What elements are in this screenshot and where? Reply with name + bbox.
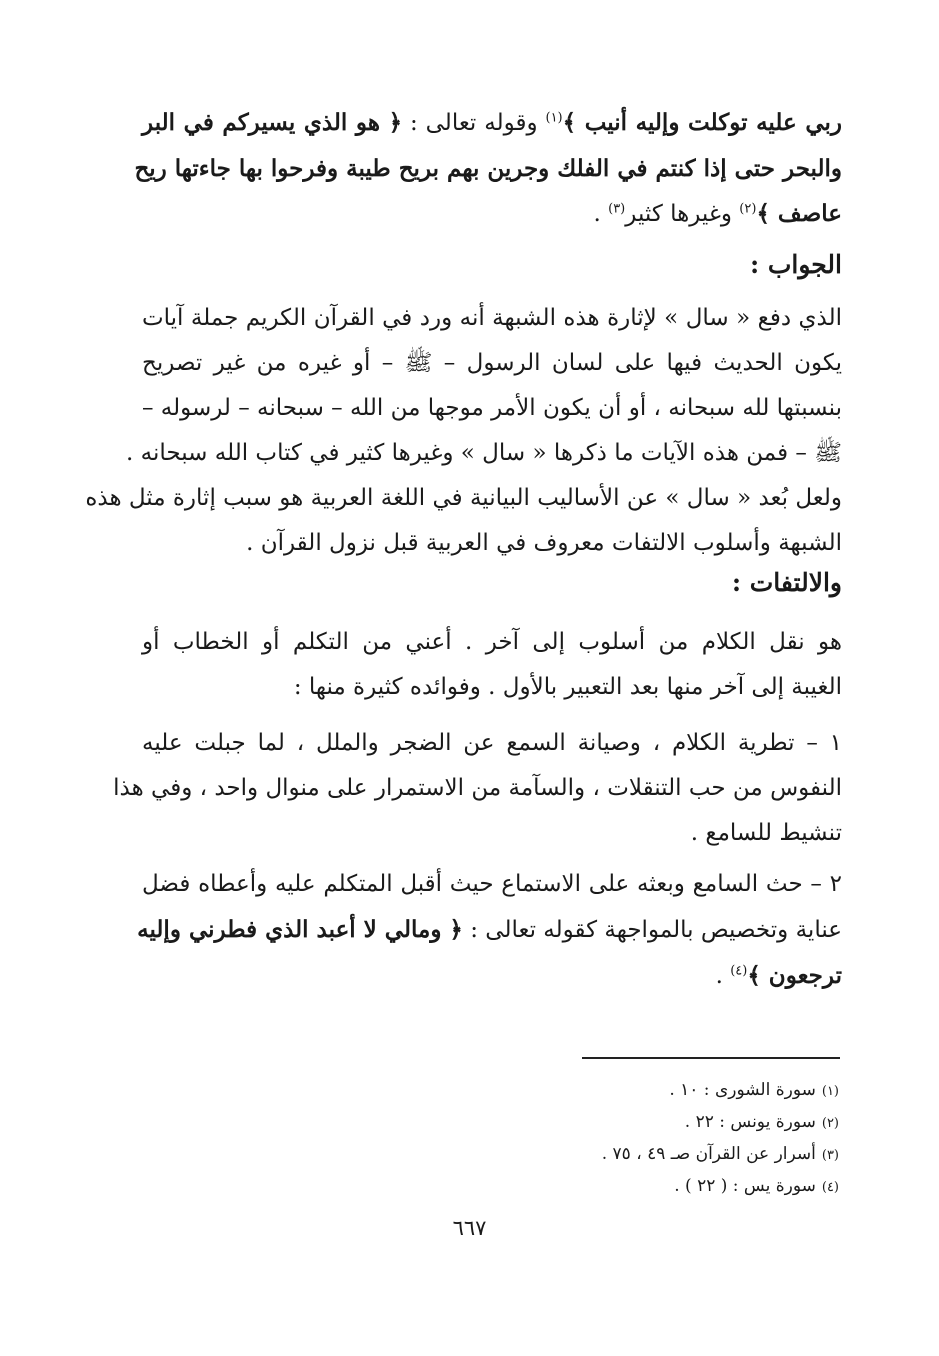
point-1-line: النفوس من حب التنقلات ، والسآمة من الاستمرار على منوال واحد ، وفي هذا: [113, 775, 842, 801]
footnote-text: سورة يس : ( ٢٢ ) .: [674, 1176, 816, 1196]
iltifat-line: هو نقل الكلام من أسلوب إلى آخر . أعني من التكلم أو الخطاب أو: [142, 629, 842, 655]
footnote-text: أسرار عن القرآن صـ ٤٩ ، ٧٥ .: [601, 1144, 816, 1164]
quran-quote-end: عاصف ﴾: [756, 200, 842, 227]
point-1-paragraph: [113, 721, 842, 856]
answer-line: الشبهة وأسلوب الالتفات معروف في العربية قبل نزول القرآن .: [246, 530, 842, 556]
heading-iltifat: والالتفات :: [731, 568, 842, 597]
quran-quote-start: ﴿ ومالي لا أعبد الذي فطرني وإليه: [137, 916, 463, 943]
page-number: ٦٦٧: [452, 1216, 487, 1240]
answer-line: الذي دفع « سال » لإثارة هذه الشبهة أنه ورد في القرآن الكريم جملة آيات: [142, 305, 842, 331]
quran-quote-fragment: ربي عليه توكلت وإليه أنيب ﴾: [562, 109, 842, 136]
heading-answer: الجواب :: [749, 250, 842, 279]
footnote-item: [602, 1171, 839, 1203]
footnote-number: (٤): [821, 1180, 839, 1195]
footnote-ref-3: (٣): [608, 201, 626, 217]
footnote-ref-2: (٢): [739, 201, 757, 217]
answer-line: ولعل بُعد « سال » عن الأساليب البيانية في اللغة العربية هو سبب إثارة مثل هذه: [85, 485, 842, 511]
intro-paragraph: [134, 100, 842, 237]
footnote-text: سورة يونس : ٢٢ .: [684, 1112, 816, 1132]
quran-quote-end: ترجعون ﴾: [747, 962, 842, 989]
period: .: [715, 963, 731, 989]
footnote-item: [602, 1075, 839, 1107]
point-2-paragraph: [137, 862, 842, 999]
intro-line-1: [142, 100, 842, 146]
footnote-number: (١): [821, 1084, 839, 1099]
footnote-item: [602, 1107, 839, 1139]
footnote-divider: [582, 1057, 840, 1059]
point-1-line: تنشيط للسامع .: [690, 820, 842, 846]
footnotes: [602, 1075, 839, 1203]
answer-line: بنسبتها لله سبحانه ، أو أن يكون الأمر موجها من الله – سبحانه – لرسوله –: [141, 395, 842, 421]
point-2-line-2: [137, 907, 842, 953]
answer-line: ﷺ – فمن هذه الآيات ما ذكرها « سال » وغيرها كثير في كتاب الله سبحانه .: [126, 440, 842, 466]
period: .: [593, 201, 609, 227]
point-2-line-1: ٢ – حث السامع وبعثه على الاستماع حيث أقبل المتكلم عليه وأعطاه فضل: [142, 871, 842, 897]
quran-quote-start: ﴿ هو الذي يسيركم في البر: [142, 109, 403, 136]
iltifat-paragraph: [142, 620, 842, 710]
footnote-number: (٣): [821, 1148, 839, 1163]
intro-line-3: [142, 191, 842, 237]
footnote-ref-4: (٤): [730, 963, 748, 979]
intro-line-2: والبحر حتى إذا كنتم في الفلك وجرين بهم بريح طيبة وفرحوا بها جاءتها ريح: [134, 155, 842, 182]
footnote-item: [602, 1139, 839, 1171]
iltifat-line: الغيبة إلى آخر منها بعد التعبير بالأول . وفوائده كثيرة منها :: [293, 674, 842, 700]
point-1-line: ١ – تطرية الكلام ، وصيانة السمع عن الضجر والملل ، لما جبلت عليه: [142, 730, 842, 756]
point-2-line-3: [142, 953, 842, 999]
answer-paragraph: [85, 296, 842, 566]
footnote-number: (٢): [821, 1116, 839, 1131]
intro-text: وقوله تعالى :: [409, 110, 538, 136]
intro-text-end: وغيرها كثير: [625, 201, 732, 227]
footnote-ref-1: (١): [545, 110, 563, 126]
answer-line: يكون الحديث فيها على لسان الرسول – ﷺ – أو غيره من غير تصريح: [142, 350, 842, 376]
point-2-text: عناية وتخصيص بالمواجهة كقوله تعالى :: [470, 917, 842, 943]
footnote-text: سورة الشورى : ١٠ .: [669, 1080, 816, 1100]
